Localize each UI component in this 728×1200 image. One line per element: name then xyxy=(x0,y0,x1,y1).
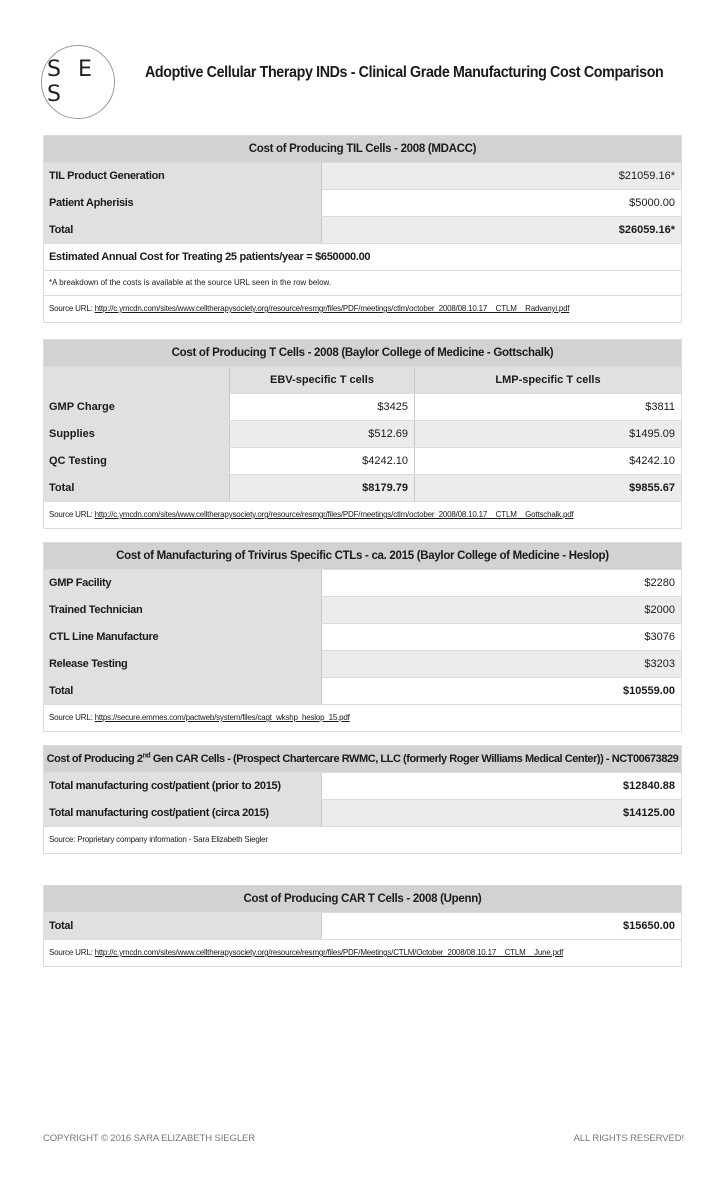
car2-table-title: Cost of Producing 2nd Gen CAR Cells - (Prospect Chartercare RWMC, LLC (formerly Roger Williams Medical Center)) - NCT00673829 xyxy=(44,746,681,772)
table-row: QC Testing $4242.10 $4242.10 xyxy=(44,447,681,474)
source-link[interactable]: http://c.ymcdn.com/sites/www.celltherapysociety.org/resource/resmgr/files/PDF/meetings/ctlm/october_2008/08.10.17__CTLM__Radvanyi.pdf xyxy=(94,304,570,313)
source-row: Source: Proprietary company information - Sara Elizabeth Siegler xyxy=(44,826,681,853)
cart-table-title: Cost of Producing CAR T Cells - 2008 (Upenn) xyxy=(44,886,681,912)
table-row: GMP Charge $3425 $3811 xyxy=(44,393,681,420)
source-link[interactable]: http://c.ymcdn.com/sites/www.celltherapysociety.org/resource/resmgr/files/PDF/Meetings/CTLM/October_2008/08.10.17__CTLM__June.pdf xyxy=(94,948,564,957)
table-row: GMP Facility $2280 xyxy=(44,569,681,596)
source-row: Source URL: http://c.ymcdn.com/sites/www.celltherapysociety.org/resource/resmgr/files/PDF/meetings/ctlm/october_2008/08.10.17__CTLM__Gottschalk.pdf xyxy=(44,501,681,528)
car-2nd-gen-cost-table xyxy=(43,745,682,854)
column-header: LMP-specific T cells xyxy=(495,374,601,386)
til-table-title: Cost of Producing TIL Cells - 2008 (MDACC) xyxy=(44,136,681,162)
source-row: Source URL: http://c.ymcdn.com/sites/www.celltherapysociety.org/resource/resmgr/files/PDF/meetings/ctlm/october_2008/08.10.17__CTLM__Radvanyi.pdf xyxy=(44,295,681,322)
tcells-table-title: Cost of Producing T Cells - 2008 (Baylor College of Medicine - Gottschalk) xyxy=(44,340,681,366)
source-row: Source URL: https://secure.emmes.com/pactweb/system/files/cagt_wkshp_heslop_15.pdf xyxy=(44,704,681,731)
table-row: Total manufacturing cost/patient (prior to 2015) $12840.88 xyxy=(44,772,681,799)
table-row: TIL Product Generation $21059.16* xyxy=(44,162,681,189)
table-row: CTL Line Manufacture $3076 xyxy=(44,623,681,650)
table-row: Total $8179.79 $9855.67 xyxy=(44,474,681,501)
table-row: Total $10559.00 xyxy=(44,677,681,704)
table-row: Trained Technician $2000 xyxy=(44,596,681,623)
til-cost-table xyxy=(43,135,682,323)
ses-logo: S E S xyxy=(41,45,115,119)
cart-cost-table xyxy=(43,885,682,967)
trivirus-table-title: Cost of Manufacturing of Trivirus Specific CTLs - ca. 2015 (Baylor College of Medicine - Heslop) xyxy=(44,543,681,569)
source-row: Source URL: http://c.ymcdn.com/sites/www.celltherapysociety.org/resource/resmgr/files/PDF/Meetings/CTLM/October_2008/08.10.17__CTLM__June.pdf xyxy=(44,939,681,966)
footnote: *A breakdown of the costs is available at the source URL seen in the row below. xyxy=(44,270,681,295)
page-title: Adoptive Cellular Therapy INDs - Clinical Grade Manufacturing Cost Comparison xyxy=(145,64,664,81)
source-link[interactable]: https://secure.emmes.com/pactweb/system/files/cagt_wkshp_heslop_15.pdf xyxy=(94,713,350,722)
table-row: Total $26059.16* xyxy=(44,216,681,243)
table-row: Total $15650.00 xyxy=(44,912,681,939)
annual-cost-row: Estimated Annual Cost for Treating 25 patients/year = $650000.00 xyxy=(44,243,681,270)
table-row: Total manufacturing cost/patient (circa 2015) $14125.00 xyxy=(44,799,681,826)
copyright-text: COPYRIGHT © 2016 SARA ELIZABETH SIEGLER xyxy=(43,1133,255,1144)
table-row: Supplies $512.69 $1495.09 xyxy=(44,420,681,447)
table-row: Release Testing $3203 xyxy=(44,650,681,677)
column-header: EBV-specific T cells xyxy=(230,367,415,393)
rights-text: ALL RIGHTS RESERVED! xyxy=(573,1133,684,1144)
source-link[interactable]: http://c.ymcdn.com/sites/www.celltherapysociety.org/resource/resmgr/files/PDF/meetings/ctlm/october_2008/08.10.17__CTLM__Gottschalk.pdf xyxy=(94,510,574,519)
column-header-row xyxy=(44,366,681,393)
tcells-cost-table xyxy=(43,339,682,529)
table-row: Patient Apherisis $5000.00 xyxy=(44,189,681,216)
trivirus-cost-table xyxy=(43,542,682,732)
